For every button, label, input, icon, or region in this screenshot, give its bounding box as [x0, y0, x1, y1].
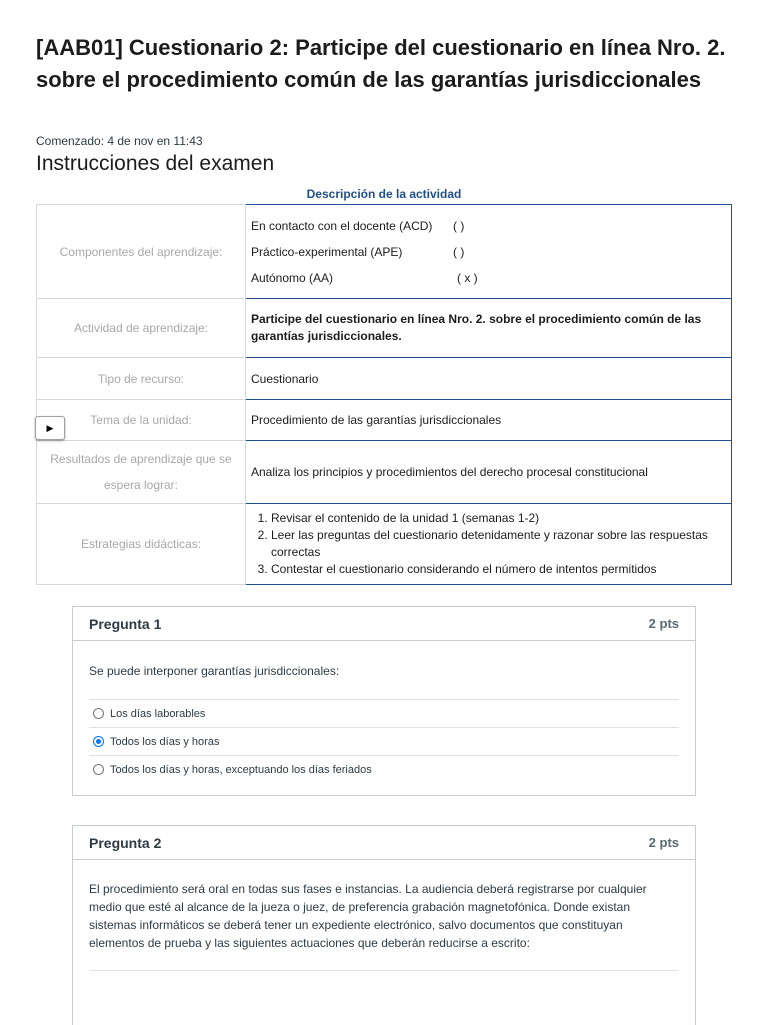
components-value	[246, 205, 732, 299]
strategies-row	[37, 504, 732, 585]
question-header	[73, 826, 695, 860]
component-item	[251, 265, 726, 291]
answer-option[interactable]	[89, 755, 679, 783]
instructions-heading: Instrucciones del examen	[36, 152, 275, 175]
resource-row	[37, 358, 732, 400]
activity-label: Actividad de aprendizaje:	[37, 299, 246, 358]
radio-button[interactable]	[93, 764, 104, 775]
answer-label[interactable]: Los días laborables	[110, 707, 206, 720]
answer-divider	[89, 970, 679, 971]
question-title: Pregunta 2	[89, 834, 162, 851]
question-2	[72, 825, 696, 1025]
question-points: 2 pts	[648, 835, 679, 850]
radio-button[interactable]	[93, 708, 104, 719]
activity-table	[36, 204, 732, 585]
component-name: Práctico-experimental (APE)	[251, 244, 403, 259]
unit-topic-value: Procedimiento de las garantías jurisdiccionales	[246, 400, 732, 441]
resource-label: Tipo de recurso:	[37, 358, 246, 400]
results-label: Resultados de aprendizaje que se espera lograr:	[37, 441, 246, 504]
unit-topic-row	[37, 400, 732, 441]
answer-label[interactable]: Todos los días y horas, exceptuando los días feriados	[110, 763, 372, 776]
radio-button-selected[interactable]	[93, 736, 104, 747]
resource-value: Cuestionario	[246, 358, 732, 400]
answer-label[interactable]: Todos los días y horas	[110, 735, 220, 748]
activity-row	[37, 299, 732, 358]
strategy-item: 3. Contestar el cuestionario considerando el número de intentos permitidos	[271, 561, 726, 578]
play-button[interactable]	[35, 416, 65, 440]
unit-topic-label: Tema de la unidad:	[37, 400, 246, 441]
strategy-item: 2. Leer las preguntas del cuestionario detenidamente y razonar sobre las respuestas correctas	[271, 527, 726, 561]
strategies-label: Estrategias didácticas:	[37, 504, 246, 585]
component-name: Autónomo (AA)	[251, 270, 334, 285]
activity-value: Participe del cuestionario en línea Nro. 2. sobre el procedimiento común de las garantías jurisdiccionales.	[246, 299, 732, 358]
question-points: 2 pts	[648, 616, 679, 631]
question-header	[73, 607, 695, 641]
strategy-item: 1. Revisar el contenido de la unidad 1 (semanas 1-2)	[271, 510, 726, 527]
question-text: El procedimiento será oral en todas sus fases e instancias. La audiencia deberá registrarse por cualquier medio que esté al alcance de la jueza o juez, de preferencia grabación magnetofónica. Donde existan sistemas informáticos se deberá tener un expediente electrónico, salvo documentos que constituyan elementos de prueba y las siguientes actuaciones que deberán reducirse a escrito:	[89, 882, 647, 950]
strategies-list	[251, 510, 726, 578]
components-label: Componentes del aprendizaje:	[37, 205, 246, 299]
page-title: [AAB01] Cuestionario 2: Participe del cuestionario en línea Nro. 2. sobre el procedimiento común de las garantías jurisdiccionales	[36, 35, 726, 92]
component-mark: ( )	[453, 244, 465, 259]
component-item	[251, 239, 726, 265]
activity-description-header: Descripción de la actividad	[306, 187, 462, 201]
component-name: En contacto con el docente (ACD)	[251, 218, 433, 233]
question-title: Pregunta 1	[89, 615, 162, 632]
results-row	[37, 441, 732, 504]
started-timestamp: Comenzado: 4 de nov en 11:43	[36, 134, 203, 148]
play-icon: ▶	[46, 423, 54, 433]
answer-option[interactable]	[89, 727, 679, 755]
results-value: Analiza los principios y procedimientos del derecho procesal constitucional	[246, 441, 732, 504]
question-1	[72, 606, 696, 796]
components-row	[37, 205, 732, 299]
question-text: Se puede interponer garantías jurisdiccionales:	[89, 664, 340, 678]
answer-option[interactable]	[89, 699, 679, 727]
strategies-value	[246, 504, 732, 585]
component-item	[251, 213, 726, 239]
component-mark: ( x )	[457, 270, 478, 285]
component-mark: ( )	[453, 218, 465, 233]
